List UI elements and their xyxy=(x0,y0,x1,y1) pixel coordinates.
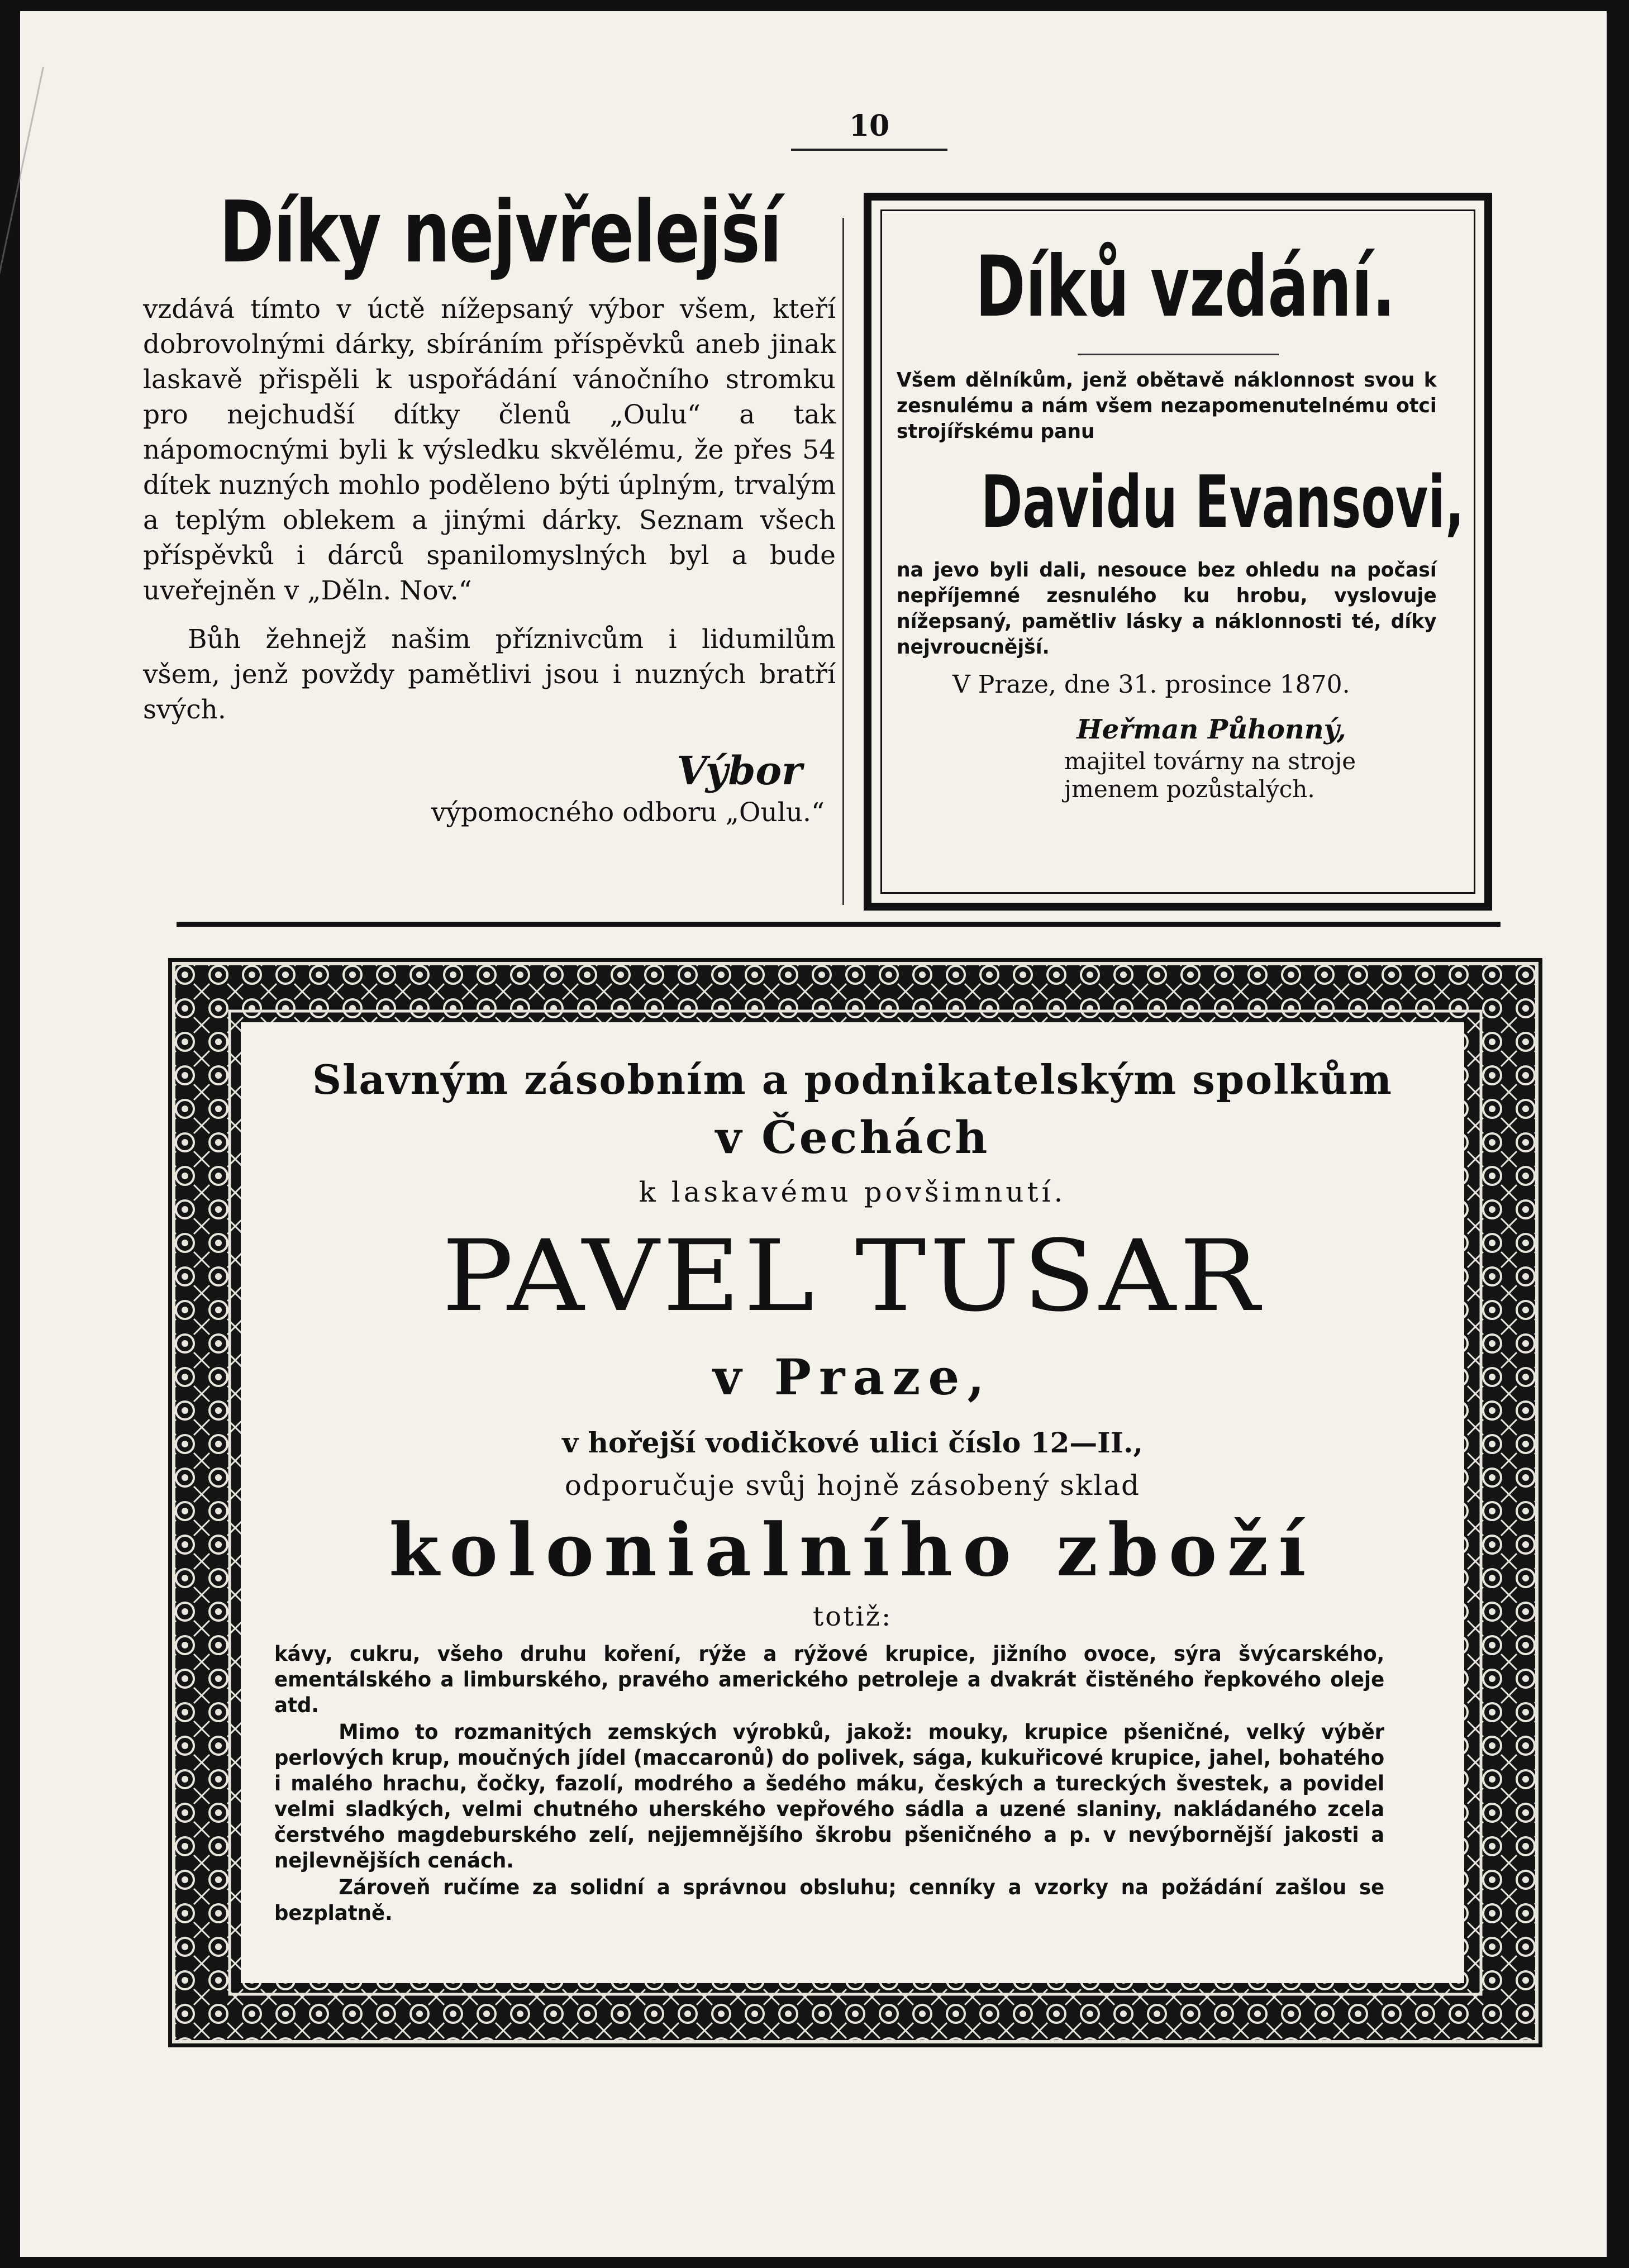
ad-city: v Praze, xyxy=(713,1348,992,1406)
ad-merchant-name: PAVEL TUSAR xyxy=(442,1219,1263,1333)
newspaper-page xyxy=(20,11,1607,2257)
scan-artifact-line xyxy=(0,67,44,942)
section-divider xyxy=(177,922,1501,927)
right-honoree-name: Davidu Evansovi, xyxy=(981,461,1465,544)
ad-paragraph-1: kávy, cukru, všeho druhu koření, rýže a rýžové krupice, jižního ovoce, sýra švýcarského, ementálského a limburského, pravého amerického petroleje a dvakrát čistěného řepkového oleje atd. xyxy=(274,1642,1385,1717)
left-signature-sub: výpomocného odboru „Oulu.“ xyxy=(431,797,825,828)
right-rule xyxy=(1078,354,1279,355)
ad-namely: totiž: xyxy=(812,1601,893,1632)
thanks-notice-left xyxy=(143,183,836,828)
left-signature-name: Výbor xyxy=(677,747,802,794)
left-paragraph-1: vzdává tímto v úctě nížepsaný výbor všem, kteří dobrovolnými dárky, sbíráním příspěvků aneb jinak laskavě přispěli k uspořádání vánočního stromku pro nejchudší dítky členů „Oulu“ a tak nápomocnými byli k výsledku skvělému, že přes 54 dítek nuzných mohlo poděleno býti úplným, trvalým a teplým oblekem a jinými dárky. Seznam všech příspěvků i dárců spanilomyslných byl a bude uveřejněn v „Děln. Nov.“ xyxy=(143,294,836,606)
right-date: V Praze, dne 31. prosince 1870. xyxy=(952,670,1350,699)
ad-attention: k laskavému povšimnutí. xyxy=(639,1176,1066,1208)
right-signer: Heřman Půhonný, xyxy=(1077,714,1346,745)
ad-recommend: odporučuje svůj hojně zásobený sklad xyxy=(564,1469,1141,1502)
ad-paragraph-2: Mimo to rozmanitých zemských výrobků, jakož: mouky, krupice pšeničné, velký výběr perlových krup, moučných jídel (maccaronů) do polivek, sága, kukuřicové krupice, jahel, bohatého i malého hrachu, čočky, fazolí, modrého a šedého máku, českých a tureckých švestek, a povidel velmi sladkých, velmi chutného uherského vepřového sádla a uzené slaniny, nakládaného zcela čerstvého magdeburského zelí, nejjemnějšího škrobu pšeničného a p. v nevýbornější jakosti a nejlevnějších cenách. xyxy=(274,1720,1385,1872)
right-headline: Díků vzdání. xyxy=(975,239,1395,336)
advertisement-frame xyxy=(168,958,1542,2047)
page-number: 10 xyxy=(791,109,947,151)
left-headline: Díky nejvřelejší xyxy=(219,183,782,282)
right-body: na jevo byli dali, nesouce bez ohledu na počasí nepříjemné zesnulého ku hrobu, vyslovuje nížepsaný, pamětliv lásky a náklonnosti té, díky nejvroucnější. xyxy=(897,559,1437,659)
advertisement-content xyxy=(241,1022,1464,1983)
ad-paragraph-3: Zároveň ručíme za solidní a správnou obsluhu; cenníky a vzorky na požádání zašlou se bezplatně. xyxy=(274,1875,1385,1925)
right-intro: Všem dělníkům, jenž obětavě náklonnost svou k zesnulému a nám všem nezapomenutelnému otci strojířskému panu xyxy=(897,369,1437,443)
column-divider xyxy=(842,218,844,905)
left-paragraph-2: Bůh žehnejž našim příznivcům i lidumilům všem, jenž povždy pamětlivi jsou i nuzných bratří svých. xyxy=(143,624,836,725)
right-signer-role: majitel továrny na stroje jmenem pozůstalých. xyxy=(1064,747,1356,803)
ad-addressee: Slavným zásobním a podnikatelským spolkům xyxy=(312,1056,1393,1103)
ad-region: v Čechách xyxy=(715,1111,990,1164)
thanks-notice-right xyxy=(864,193,1492,911)
ad-goods-heading: kolonialního zboží xyxy=(389,1507,1316,1593)
ad-address: v hořejší vodičkové ulici číslo 12—II., xyxy=(562,1426,1143,1459)
